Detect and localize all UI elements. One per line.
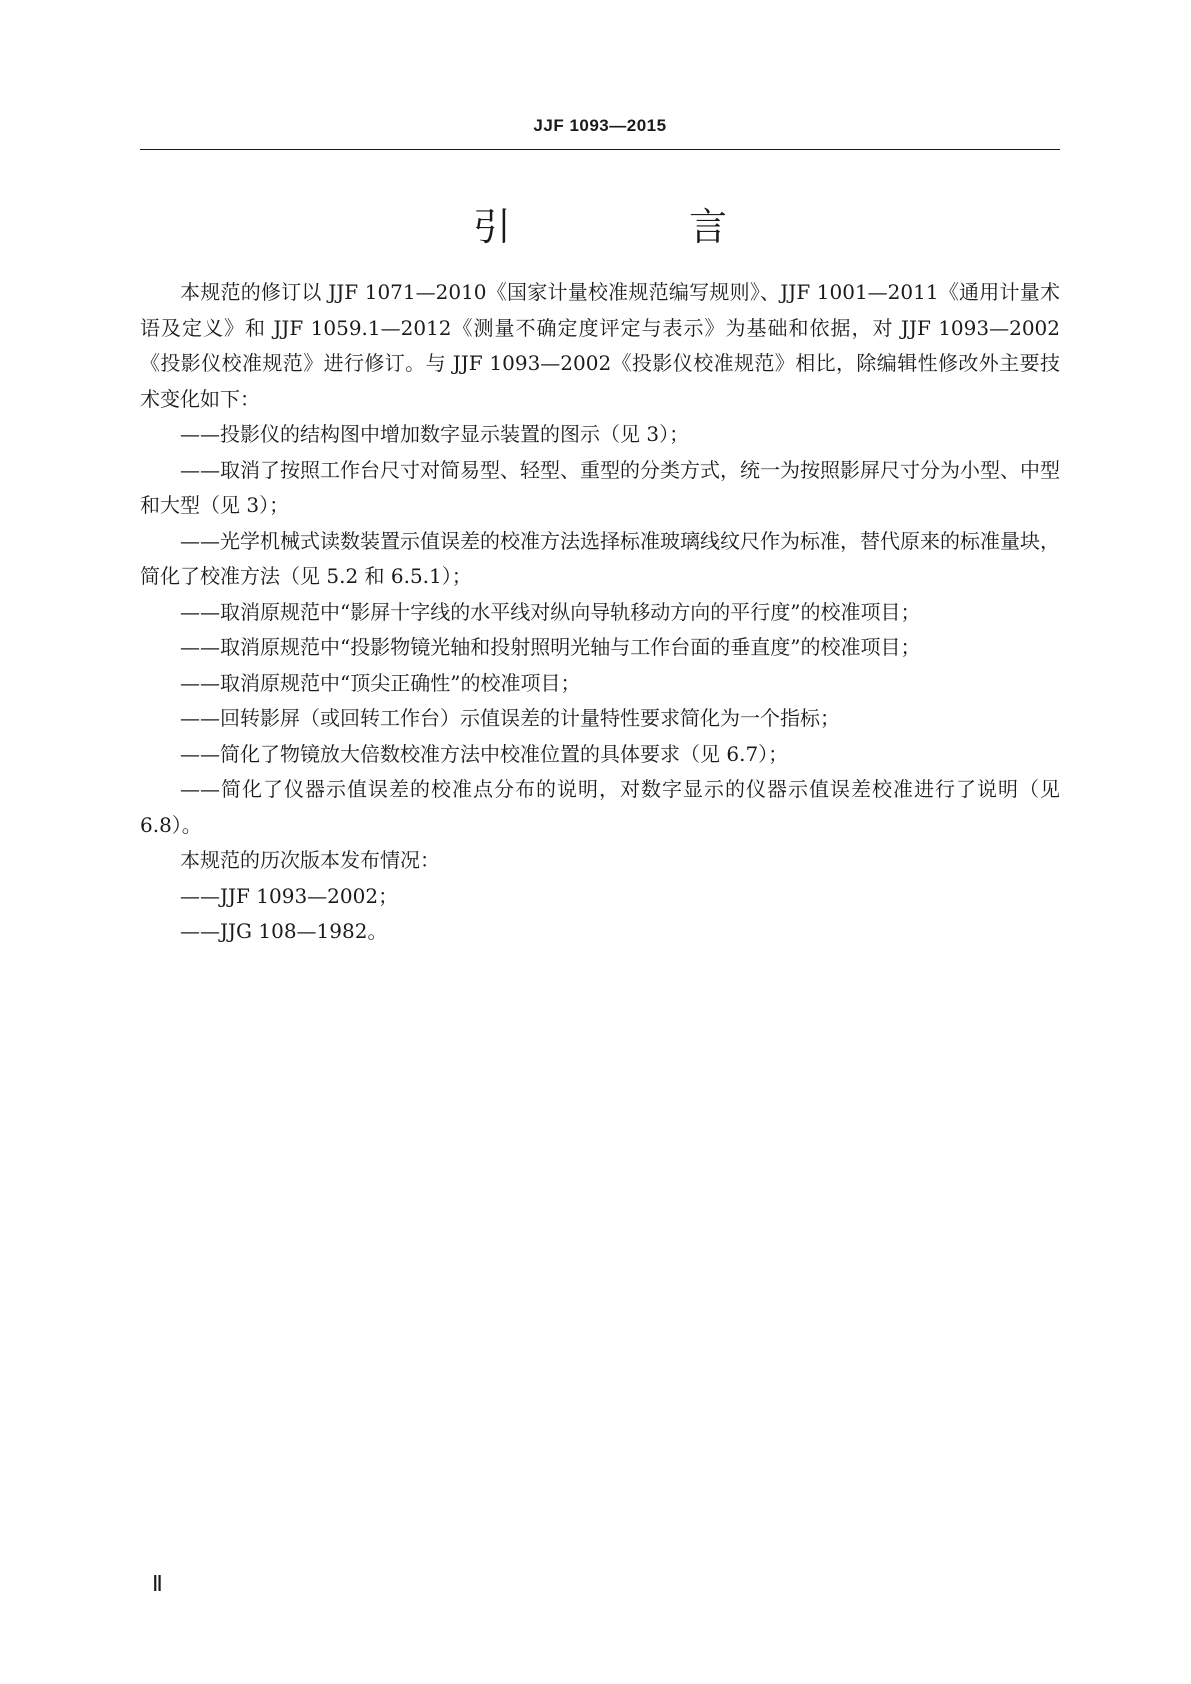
list-item-change: ——取消原规范中“影屏十字线的水平线对纵向导轨移动方向的平行度”的校准项目；: [180, 599, 921, 624]
list-item-change: ——回转影屏（或回转工作台）示值误差的计量特性要求简化为一个指标；: [180, 706, 840, 730]
list-item-change: ——取消原规范中“投影物镜光轴和投射照明光轴与工作台面的垂直度”的校准项目；: [180, 635, 921, 659]
list-item-change: ——简化了仪器示值误差的校准点分布的说明，对数字显示的仪器示值误差校准进行了说明（见 6.8）。: [140, 777, 1060, 837]
list-item-change: ——光学机械式读数装置示值误差的校准方法选择标准玻璃线纹尺作为标准，替代原来的标准量块，简化了校准方法（见 5.2 和 6.5.1）；: [140, 528, 1060, 588]
list-item-version: ——JJG 108—1982。: [180, 919, 388, 943]
list-item-change: ——简化了物镜放大倍数校准方法中校准位置的具体要求（见 6.7）；: [180, 741, 789, 766]
list-item-change: ——投影仪的结构图中增加数字显示装置的图示（见 3）；: [180, 422, 690, 446]
header-rule: [140, 149, 1060, 150]
page-title: 引 言: [472, 205, 797, 249]
list-item-change: ——取消了按照工作台尺寸对简易型、轻型、重型的分类方式，统一为按照影屏尺寸分为小型、中型和大型（见 3）；: [140, 457, 1060, 517]
list-item-version: ——JJF 1093—2002；: [180, 883, 399, 908]
page-number: Ⅱ: [152, 1571, 163, 1596]
paragraph-history: 本规范的历次版本发布情况：: [180, 848, 440, 872]
paragraph-intro: 本规范的修订以 JJF 1071—2010《国家计量校准规范编写规则》、JJF 1001—2011《通用计量术语及定义》和 JJF 1059.1—2012《测量不确定度评定与表示》为基础和依据，对 JJF 1093—2002《投影仪校准规范》进行修订。与 JJF 1093—2002《投影仪校准规范》相比，除编辑性修改外主要技术变化如下：: [140, 280, 1060, 411]
running-header: JJF 1093—2015: [533, 116, 667, 135]
list-item-change: ——取消原规范中“顶尖正确性”的校准项目；: [180, 670, 581, 695]
body-text: [140, 275, 1060, 950]
